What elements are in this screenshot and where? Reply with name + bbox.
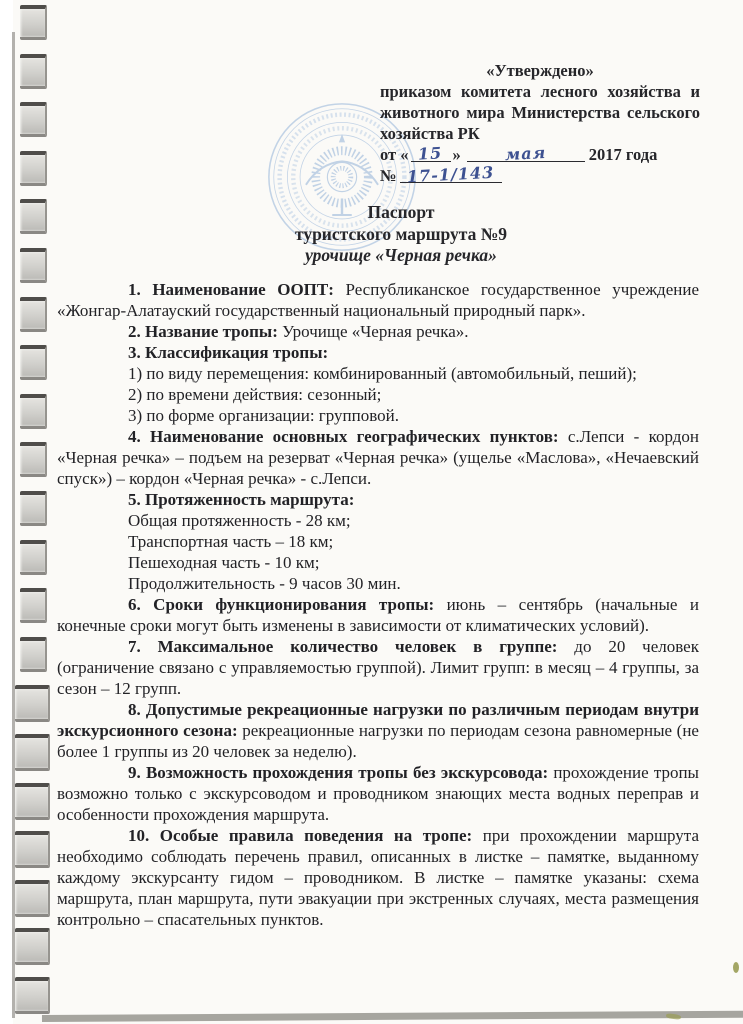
date-prefix: от « xyxy=(380,145,409,164)
binding-comb xyxy=(20,297,47,332)
date-month-blank xyxy=(467,142,585,165)
paragraph-label: 9. Возможность прохождения тропы без экскурсовода: xyxy=(128,763,549,782)
binding-comb xyxy=(15,831,50,868)
paragraph-text: 1) по виду перемещения: комбинированный (автомобильный, пеший); xyxy=(128,364,637,383)
binding-comb xyxy=(20,394,47,429)
paragraph-text: Общая протяженность - 28 км; xyxy=(128,511,351,530)
paragraph-text: прохождение тропы возможно только с экскурсоводом и проводником знающих места водных переправ и особенности прохождения маршрута. xyxy=(57,763,699,824)
paragraph xyxy=(57,321,699,342)
binding-comb xyxy=(15,685,50,722)
paragraph-label: 2. Название тропы: xyxy=(128,322,278,341)
binding-comb xyxy=(20,102,47,137)
paragraph xyxy=(57,699,699,762)
page-left-edge xyxy=(12,32,15,1018)
paragraph-label: 1. Наименование ООПТ: xyxy=(128,280,334,299)
binding-comb xyxy=(20,588,47,623)
paragraph-text: Продолжительность - 9 часов 30 мин. xyxy=(128,574,401,593)
approval-line-3: хозяйства РК xyxy=(380,124,480,143)
paragraph-label: 4. Наименование основных географических пунктов: xyxy=(128,427,559,446)
document-body xyxy=(57,279,699,930)
binding-comb xyxy=(20,248,47,283)
paragraph xyxy=(57,573,699,594)
paragraph xyxy=(57,825,699,930)
number-sign: № xyxy=(380,166,397,185)
title-line-3: урочище «Черная речка» xyxy=(305,245,497,265)
approval-title: «Утверждено» xyxy=(486,61,594,80)
approval-line-1: приказом комитета лесного хозяйства и xyxy=(380,82,700,101)
paragraph-text: Пешеходная часть - 10 км; xyxy=(128,553,320,572)
binding-comb xyxy=(15,977,50,1014)
paragraph xyxy=(57,363,699,384)
paragraph xyxy=(57,489,699,510)
binding-comb xyxy=(20,5,47,40)
handwritten-month: мая xyxy=(504,142,547,165)
paragraph-label: 7. Максимальное количество человек в группе: xyxy=(128,637,558,656)
paragraph xyxy=(57,636,699,699)
paragraph-label: 5. Протяженность маршрута: xyxy=(128,490,355,509)
binding-comb xyxy=(15,783,50,820)
paragraph xyxy=(57,531,699,552)
paragraph xyxy=(57,342,699,363)
date-close-quote: » xyxy=(452,145,461,164)
paragraph-text: Республиканское государственное учреждение «Жонгар-Алатауский государственный национальный природный парк». xyxy=(57,280,699,320)
paragraph-text: июнь – сентябрь (начальные и конечные сроки могут быть изменены в зависимости от климатических условий). xyxy=(57,595,699,635)
date-day-blank xyxy=(411,144,451,162)
title-line-2: туристского маршрута №9 xyxy=(294,223,508,244)
approval-line-2: животного мира Министерства сельского xyxy=(380,103,700,122)
approval-block xyxy=(380,60,700,186)
paragraph xyxy=(57,552,699,573)
binding-comb xyxy=(20,151,47,186)
binding-comb xyxy=(20,442,47,477)
paragraph xyxy=(57,510,699,531)
handwritten-day: 15 xyxy=(417,143,444,164)
paragraph-label: 10. Особые правила поведения на тропе: xyxy=(128,826,473,845)
paragraph xyxy=(57,405,699,426)
paragraph xyxy=(57,384,699,405)
binding-comb xyxy=(20,199,47,234)
paragraph xyxy=(57,279,699,321)
scan-speck xyxy=(733,962,739,973)
paragraph-text: Транспортная часть – 18 км; xyxy=(128,532,334,551)
paragraph-text: 3) по форме организации: групповой. xyxy=(128,406,400,425)
paragraph-text: 2) по времени действия: сезонный; xyxy=(128,385,382,404)
binding-comb xyxy=(20,54,47,89)
paragraph-text: до 20 человек (ограничение связано с управляемостью группой). Лимит групп: в месяц – 4 группы, за сезон – 12 групп. xyxy=(57,637,699,698)
paragraph-text: с.Лепси - кордон «Черная речка» – подъем на резерват «Черная речка» (ущелье «Маслова», «Нечаевский спуск») – кордон «Черная речка» - с.Лепси. xyxy=(57,427,699,488)
number-blank xyxy=(400,162,502,187)
paragraph-text: рекреационные нагрузки по периодам сезона равномерные (не более 1 группы из 20 человек за неделю). xyxy=(57,721,699,761)
binding-comb xyxy=(20,637,47,672)
binding-comb xyxy=(20,540,47,575)
approval-number-line xyxy=(380,162,700,187)
binding-comb xyxy=(15,928,50,965)
approval-date-line xyxy=(380,144,700,165)
paragraph-text: при прохождении маршрута необходимо соблюдать перечень правил, описанных в листке – памятке, выданному каждому экскурсанту гидом – проводником. В листке – памятке указаны: схема маршрута, план маршрута, пути эвакуации при экстренных случаях, места размещения контрольно – спасательных пунктов. xyxy=(57,826,699,929)
paragraph-label: 8. Допустимые рекреационные нагрузки по различным периодам внутри экскурсионного сезона: xyxy=(57,700,699,740)
document-title xyxy=(57,202,699,267)
page-bottom-edge xyxy=(42,1011,743,1022)
binding-comb xyxy=(15,734,50,771)
paragraph xyxy=(57,762,699,825)
binding-comb xyxy=(15,880,50,917)
binding-comb xyxy=(20,491,47,526)
handwritten-number: 17-1/143 xyxy=(406,162,495,187)
paragraph xyxy=(57,594,699,636)
paragraph-text: Урочище «Черная речка». xyxy=(277,322,469,341)
paragraph-label: 6. Сроки функционирования тропы: xyxy=(128,595,435,614)
title-line-1: Паспорт xyxy=(367,202,435,222)
paragraph-label: 3. Классификация тропы: xyxy=(128,343,329,362)
paragraph xyxy=(57,426,699,489)
date-year: 2017 года xyxy=(588,145,658,164)
binding-comb xyxy=(20,345,47,380)
